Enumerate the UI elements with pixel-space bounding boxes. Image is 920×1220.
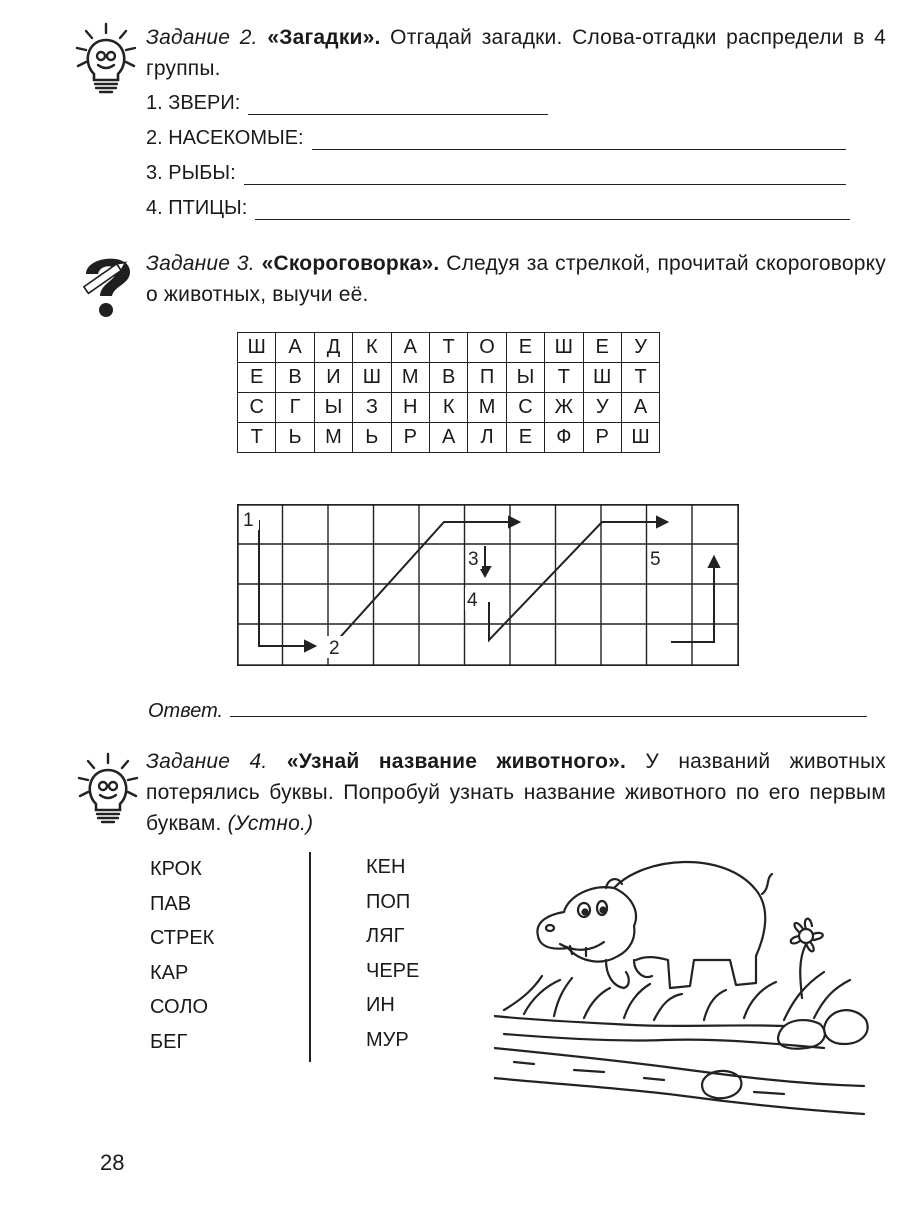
path-label-1: 1 — [243, 510, 254, 531]
list-item: ПОП — [366, 890, 411, 913]
path-arrow-4 — [489, 522, 661, 640]
group-label: 4. ПТИЦЫ: — [146, 197, 248, 219]
task4-note: (Устно.) — [227, 812, 314, 835]
task3-title: «Скороговорка». — [261, 252, 440, 275]
arrow-head — [709, 557, 719, 567]
letter-cell: Р — [391, 423, 429, 453]
answer-rule[interactable] — [312, 131, 846, 150]
group-line-animals[interactable] — [146, 92, 548, 115]
letter-cell: Ф — [545, 423, 583, 453]
letter-cell: Ш — [238, 333, 276, 363]
path-diagram — [237, 504, 739, 666]
page-number: 28 — [100, 1150, 125, 1175]
letter-cell: А — [391, 333, 429, 363]
left-word-list — [150, 852, 214, 1059]
hippo-tail — [762, 874, 772, 894]
task2-description: Отгадай загадки. Слова-отгадки распредели в 4 группы. — [146, 26, 886, 80]
letter-cell: Ш — [583, 363, 621, 393]
answer-rule[interactable] — [248, 96, 548, 115]
letter-cell: Е — [506, 423, 544, 453]
task4-text — [146, 746, 886, 839]
letter-cell: Т — [621, 363, 659, 393]
letter-cell: Ь — [353, 423, 391, 453]
path-label-3: 3 — [468, 549, 479, 570]
letter-cell: Ш — [545, 333, 583, 363]
letter-cell: Ш — [621, 423, 659, 453]
task3-number: Задание 3. — [146, 252, 255, 275]
list-item: ЛЯГ — [366, 925, 405, 947]
letter-cell: М — [391, 363, 429, 393]
task4-number: Задание 4. — [146, 750, 268, 773]
letter-cell: Д — [314, 333, 352, 363]
letter-grid-row — [238, 393, 660, 423]
list-item: СТРЕК — [150, 927, 215, 949]
task2-number: Задание 2. — [146, 26, 258, 49]
letter-cell: А — [621, 393, 659, 423]
list-item: КЕН — [366, 856, 406, 878]
group-line-insects[interactable] — [146, 127, 846, 150]
letter-cell: Е — [238, 363, 276, 393]
letter-cell: П — [468, 363, 506, 393]
task3-text — [146, 248, 886, 310]
letter-cell: Ы — [314, 393, 352, 423]
letter-cell: У — [621, 333, 659, 363]
answer-label: Ответ. — [148, 700, 224, 722]
right-word-list — [366, 850, 419, 1057]
group-label: 3. РЫБЫ: — [146, 162, 236, 184]
letter-grid-row — [238, 423, 660, 453]
group-label: 2. НАСЕКОМЫЕ: — [146, 127, 304, 149]
letter-cell: Т — [429, 333, 467, 363]
letter-cell: В — [276, 363, 314, 393]
list-item: ПАВ — [150, 892, 192, 915]
column-divider — [309, 852, 311, 1062]
letter-cell: М — [468, 393, 506, 423]
list-item: ЧЕРЕ — [366, 959, 420, 982]
lightbulb-icon — [74, 22, 138, 98]
list-item: МУР — [366, 1028, 409, 1051]
list-item: СОЛО — [150, 996, 209, 1018]
list-item: ИН — [366, 994, 395, 1016]
path-arrow-1 — [259, 520, 309, 646]
letter-grid-row — [238, 363, 660, 393]
letter-cell: У — [583, 393, 621, 423]
answer-rule[interactable] — [230, 716, 867, 717]
letter-cell: К — [353, 333, 391, 363]
letter-cell: О — [468, 333, 506, 363]
letter-grid — [237, 332, 660, 453]
letter-grid-row — [238, 333, 660, 363]
letter-cell: Р — [583, 423, 621, 453]
letter-cell: М — [314, 423, 352, 453]
task4-title: «Узнай название животного». — [286, 750, 627, 773]
path-arrow-2 — [334, 522, 513, 644]
group-line-birds[interactable] — [146, 197, 850, 220]
letter-cell: Ь — [276, 423, 314, 453]
lightbulb-icon — [76, 752, 140, 828]
letter-cell: Т — [545, 363, 583, 393]
letter-cell: К — [429, 393, 467, 423]
list-item: КАР — [150, 961, 189, 984]
letter-cell: Н — [391, 393, 429, 423]
path-label-2: 2 — [329, 638, 340, 659]
group-line-fish[interactable] — [146, 162, 846, 185]
task2-title: «Загадки». — [267, 26, 381, 49]
letter-cell: Ы — [506, 363, 544, 393]
path-label-4: 4 — [467, 590, 478, 611]
answer-rule[interactable] — [255, 201, 850, 220]
letter-cell: Т — [238, 423, 276, 453]
letter-cell: Ж — [545, 393, 583, 423]
letter-cell: А — [429, 423, 467, 453]
path-label-5: 5 — [650, 549, 661, 570]
letter-cell: С — [506, 393, 544, 423]
group-label: 1. ЗВЕРИ: — [146, 92, 241, 114]
task4-description: У названий животных потерялись буквы. Попробуй узнать название животного по его первым буквам. — [146, 750, 886, 835]
task3-description: Следуя за стрелкой, прочитай скороговорку о животных, выучи её. — [146, 252, 886, 306]
letter-cell: С — [238, 393, 276, 423]
letter-cell: Г — [276, 393, 314, 423]
letter-cell: Е — [506, 333, 544, 363]
letter-cell: З — [353, 393, 391, 423]
letter-cell: А — [276, 333, 314, 363]
question-mark-pencil-icon — [78, 250, 138, 324]
task2-text — [146, 22, 886, 84]
hippo-illustration — [494, 848, 874, 1138]
arrow-head — [509, 517, 519, 527]
letter-cell: И — [314, 363, 352, 393]
letter-cell: В — [429, 363, 467, 393]
answer-rule[interactable] — [244, 166, 846, 185]
letter-cell: Л — [468, 423, 506, 453]
rock — [824, 1010, 868, 1044]
list-item: КРОК — [150, 858, 202, 880]
letter-cell: Ш — [353, 363, 391, 393]
flower-center — [799, 929, 813, 943]
letter-cell: Е — [583, 333, 621, 363]
list-item: БЕГ — [150, 1030, 188, 1053]
arrow-head — [305, 641, 315, 651]
arrow-head — [657, 517, 667, 527]
